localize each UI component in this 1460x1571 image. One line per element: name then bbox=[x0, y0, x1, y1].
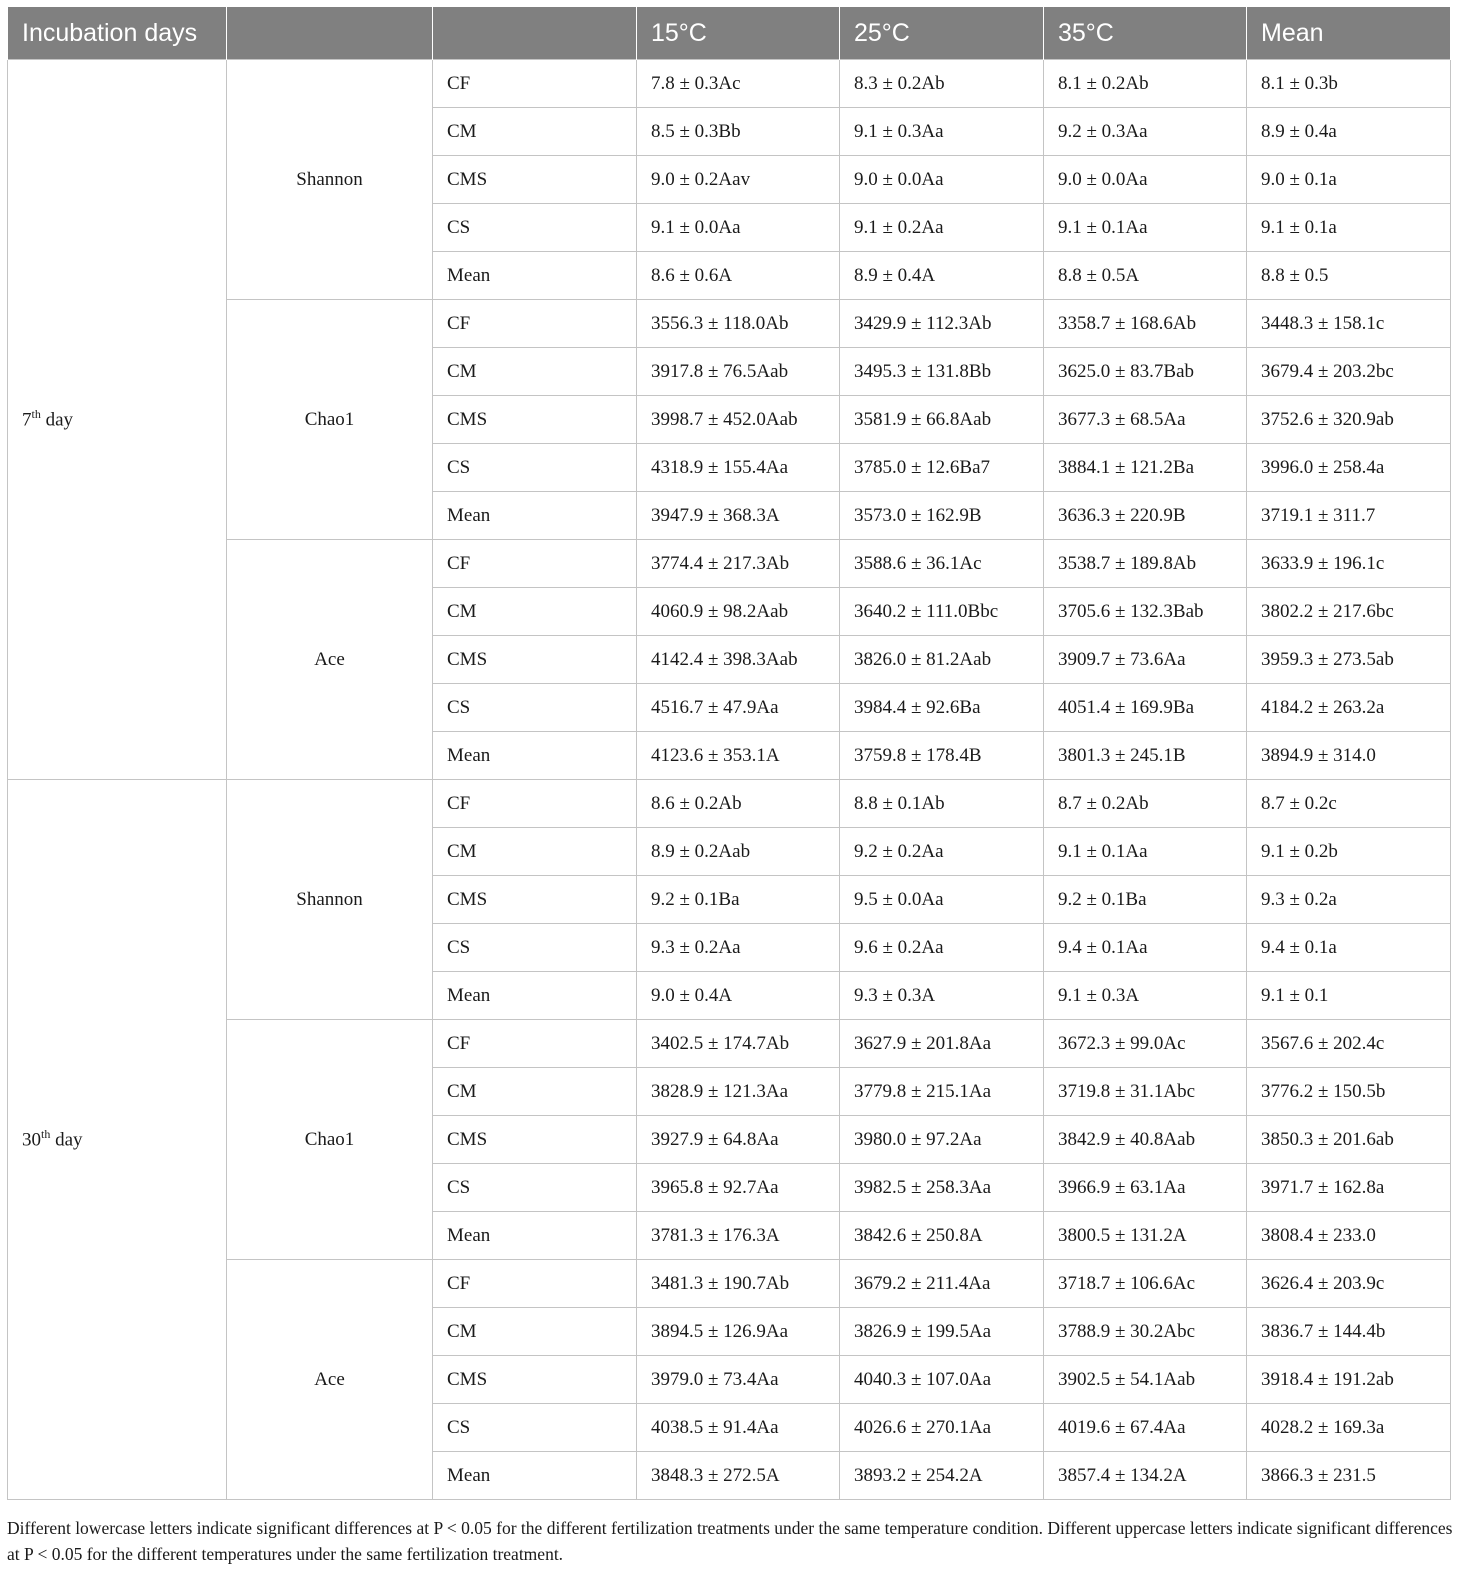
diversity-index-cell: Chao1 bbox=[227, 1020, 433, 1260]
value-mean-cell: 9.1 ± 0.2b bbox=[1247, 828, 1451, 876]
treatment-cell: CMS bbox=[433, 1356, 637, 1404]
treatment-cell: CF bbox=[433, 1020, 637, 1068]
value-25c-cell: 3759.8 ± 178.4B bbox=[840, 732, 1044, 780]
value-15c-cell: 4318.9 ± 155.4Aa bbox=[637, 444, 840, 492]
treatment-cell: CS bbox=[433, 684, 637, 732]
treatment-cell: Mean bbox=[433, 972, 637, 1020]
treatment-cell: CM bbox=[433, 588, 637, 636]
value-35c-cell: 3705.6 ± 132.3Bab bbox=[1044, 588, 1247, 636]
value-35c-cell: 9.4 ± 0.1Aa bbox=[1044, 924, 1247, 972]
value-mean-cell: 8.1 ± 0.3b bbox=[1247, 60, 1451, 108]
value-15c-cell: 9.3 ± 0.2Aa bbox=[637, 924, 840, 972]
value-15c-cell: 3947.9 ± 368.3A bbox=[637, 492, 840, 540]
header-row bbox=[8, 7, 1451, 60]
value-15c-cell: 4142.4 ± 398.3Aab bbox=[637, 636, 840, 684]
value-mean-cell: 3866.3 ± 231.5 bbox=[1247, 1452, 1451, 1500]
value-mean-cell: 4028.2 ± 169.3a bbox=[1247, 1404, 1451, 1452]
day-number: 7 bbox=[22, 409, 32, 431]
value-15c-cell: 3927.9 ± 64.8Aa bbox=[637, 1116, 840, 1164]
data-table-container bbox=[7, 7, 1450, 1500]
value-15c-cell: 8.5 ± 0.3Bb bbox=[637, 108, 840, 156]
value-mean-cell: 8.8 ± 0.5 bbox=[1247, 252, 1451, 300]
treatment-cell: Mean bbox=[433, 252, 637, 300]
value-35c-cell: 3857.4 ± 134.2A bbox=[1044, 1452, 1247, 1500]
treatment-cell: CMS bbox=[433, 1116, 637, 1164]
value-15c-cell: 3774.4 ± 217.3Ab bbox=[637, 540, 840, 588]
value-35c-cell: 9.1 ± 0.1Aa bbox=[1044, 828, 1247, 876]
value-35c-cell: 3966.9 ± 63.1Aa bbox=[1044, 1164, 1247, 1212]
value-35c-cell: 9.0 ± 0.0Aa bbox=[1044, 156, 1247, 204]
day-word: day bbox=[50, 1129, 83, 1151]
value-15c-cell: 3848.3 ± 272.5A bbox=[637, 1452, 840, 1500]
value-25c-cell: 9.5 ± 0.0Aa bbox=[840, 876, 1044, 924]
table-row bbox=[8, 60, 1451, 108]
diversity-index-cell: Shannon bbox=[227, 60, 433, 300]
value-15c-cell: 8.6 ± 0.6A bbox=[637, 252, 840, 300]
value-15c-cell: 3556.3 ± 118.0Ab bbox=[637, 300, 840, 348]
header-25c: 25°C bbox=[840, 7, 1044, 60]
treatment-cell: CF bbox=[433, 780, 637, 828]
incubation-day-cell bbox=[8, 780, 227, 1500]
value-mean-cell: 3719.1 ± 311.7 bbox=[1247, 492, 1451, 540]
value-15c-cell: 4060.9 ± 98.2Aab bbox=[637, 588, 840, 636]
treatment-cell: Mean bbox=[433, 492, 637, 540]
value-mean-cell: 3959.3 ± 273.5ab bbox=[1247, 636, 1451, 684]
value-35c-cell: 8.8 ± 0.5A bbox=[1044, 252, 1247, 300]
value-25c-cell: 3826.0 ± 81.2Aab bbox=[840, 636, 1044, 684]
value-25c-cell: 3984.4 ± 92.6Ba bbox=[840, 684, 1044, 732]
value-35c-cell: 8.1 ± 0.2Ab bbox=[1044, 60, 1247, 108]
value-25c-cell: 3495.3 ± 131.8Bb bbox=[840, 348, 1044, 396]
value-35c-cell: 3842.9 ± 40.8Aab bbox=[1044, 1116, 1247, 1164]
treatment-cell: Mean bbox=[433, 1212, 637, 1260]
value-15c-cell: 3481.3 ± 190.7Ab bbox=[637, 1260, 840, 1308]
value-mean-cell: 3918.4 ± 191.2ab bbox=[1247, 1356, 1451, 1404]
treatment-cell: CM bbox=[433, 1068, 637, 1116]
value-35c-cell: 3801.3 ± 245.1B bbox=[1044, 732, 1247, 780]
treatment-cell: CS bbox=[433, 924, 637, 972]
value-mean-cell: 4184.2 ± 263.2a bbox=[1247, 684, 1451, 732]
value-15c-cell: 3998.7 ± 452.0Aab bbox=[637, 396, 840, 444]
value-35c-cell: 3909.7 ± 73.6Aa bbox=[1044, 636, 1247, 684]
value-mean-cell: 3971.7 ± 162.8a bbox=[1247, 1164, 1451, 1212]
value-mean-cell: 9.4 ± 0.1a bbox=[1247, 924, 1451, 972]
value-25c-cell: 4026.6 ± 270.1Aa bbox=[840, 1404, 1044, 1452]
value-15c-cell: 4516.7 ± 47.9Aa bbox=[637, 684, 840, 732]
value-15c-cell: 4038.5 ± 91.4Aa bbox=[637, 1404, 840, 1452]
value-25c-cell: 9.3 ± 0.3A bbox=[840, 972, 1044, 1020]
value-35c-cell: 3358.7 ± 168.6Ab bbox=[1044, 300, 1247, 348]
value-15c-cell: 3402.5 ± 174.7Ab bbox=[637, 1020, 840, 1068]
diversity-index-cell: Chao1 bbox=[227, 300, 433, 540]
treatment-cell: Mean bbox=[433, 732, 637, 780]
value-mean-cell: 9.1 ± 0.1a bbox=[1247, 204, 1451, 252]
table-row bbox=[8, 780, 1451, 828]
value-mean-cell: 9.3 ± 0.2a bbox=[1247, 876, 1451, 924]
value-25c-cell: 3980.0 ± 97.2Aa bbox=[840, 1116, 1044, 1164]
table-body bbox=[8, 60, 1451, 1500]
header-35c: 35°C bbox=[1044, 7, 1247, 60]
header-mean: Mean bbox=[1247, 7, 1451, 60]
value-35c-cell: 9.2 ± 0.1Ba bbox=[1044, 876, 1247, 924]
value-15c-cell: 9.1 ± 0.0Aa bbox=[637, 204, 840, 252]
value-15c-cell: 3894.5 ± 126.9Aa bbox=[637, 1308, 840, 1356]
value-mean-cell: 3752.6 ± 320.9ab bbox=[1247, 396, 1451, 444]
value-35c-cell: 9.1 ± 0.1Aa bbox=[1044, 204, 1247, 252]
value-mean-cell: 3808.4 ± 233.0 bbox=[1247, 1212, 1451, 1260]
treatment-cell: CS bbox=[433, 1164, 637, 1212]
header-index bbox=[227, 7, 433, 60]
treatment-cell: CS bbox=[433, 204, 637, 252]
treatment-cell: CF bbox=[433, 60, 637, 108]
value-15c-cell: 3828.9 ± 121.3Aa bbox=[637, 1068, 840, 1116]
value-35c-cell: 4051.4 ± 169.9Ba bbox=[1044, 684, 1247, 732]
value-mean-cell: 3633.9 ± 196.1c bbox=[1247, 540, 1451, 588]
value-35c-cell: 8.7 ± 0.2Ab bbox=[1044, 780, 1247, 828]
treatment-cell: CM bbox=[433, 828, 637, 876]
day-word: day bbox=[40, 409, 74, 431]
day-ordinal-suffix: th bbox=[31, 407, 41, 422]
treatment-cell: CM bbox=[433, 1308, 637, 1356]
treatment-cell: CF bbox=[433, 540, 637, 588]
value-35c-cell: 3884.1 ± 121.2Ba bbox=[1044, 444, 1247, 492]
diversity-index-cell: Ace bbox=[227, 1260, 433, 1500]
value-25c-cell: 3627.9 ± 201.8Aa bbox=[840, 1020, 1044, 1068]
value-15c-cell: 3781.3 ± 176.3A bbox=[637, 1212, 840, 1260]
value-35c-cell: 3902.5 ± 54.1Aab bbox=[1044, 1356, 1247, 1404]
value-mean-cell: 9.0 ± 0.1a bbox=[1247, 156, 1451, 204]
value-35c-cell: 9.2 ± 0.3Aa bbox=[1044, 108, 1247, 156]
treatment-cell: CMS bbox=[433, 636, 637, 684]
diversity-index-cell: Shannon bbox=[227, 780, 433, 1020]
value-25c-cell: 9.0 ± 0.0Aa bbox=[840, 156, 1044, 204]
value-25c-cell: 9.1 ± 0.2Aa bbox=[840, 204, 1044, 252]
value-mean-cell: 3894.9 ± 314.0 bbox=[1247, 732, 1451, 780]
value-mean-cell: 8.7 ± 0.2c bbox=[1247, 780, 1451, 828]
value-mean-cell: 3679.4 ± 203.2bc bbox=[1247, 348, 1451, 396]
treatment-cell: CS bbox=[433, 1404, 637, 1452]
value-25c-cell: 3779.8 ± 215.1Aa bbox=[840, 1068, 1044, 1116]
value-25c-cell: 3982.5 ± 258.3Aa bbox=[840, 1164, 1044, 1212]
value-15c-cell: 8.9 ± 0.2Aab bbox=[637, 828, 840, 876]
treatment-cell: CM bbox=[433, 348, 637, 396]
value-25c-cell: 8.9 ± 0.4A bbox=[840, 252, 1044, 300]
value-mean-cell: 3836.7 ± 144.4b bbox=[1247, 1308, 1451, 1356]
value-mean-cell: 3776.2 ± 150.5b bbox=[1247, 1068, 1451, 1116]
value-35c-cell: 3625.0 ± 83.7Bab bbox=[1044, 348, 1247, 396]
value-25c-cell: 8.3 ± 0.2Ab bbox=[840, 60, 1044, 108]
value-35c-cell: 3788.9 ± 30.2Abc bbox=[1044, 1308, 1247, 1356]
treatment-cell: CMS bbox=[433, 876, 637, 924]
value-25c-cell: 3588.6 ± 36.1Ac bbox=[840, 540, 1044, 588]
value-25c-cell: 3842.6 ± 250.8A bbox=[840, 1212, 1044, 1260]
header-15c: 15°C bbox=[637, 7, 840, 60]
value-15c-cell: 3965.8 ± 92.7Aa bbox=[637, 1164, 840, 1212]
treatment-cell: CF bbox=[433, 1260, 637, 1308]
value-25c-cell: 3893.2 ± 254.2A bbox=[840, 1452, 1044, 1500]
value-25c-cell: 9.1 ± 0.3Aa bbox=[840, 108, 1044, 156]
incubation-day-cell bbox=[8, 60, 227, 780]
value-35c-cell: 3800.5 ± 131.2A bbox=[1044, 1212, 1247, 1260]
value-25c-cell: 9.6 ± 0.2Aa bbox=[840, 924, 1044, 972]
value-15c-cell: 3979.0 ± 73.4Aa bbox=[637, 1356, 840, 1404]
diversity-table bbox=[7, 7, 1451, 1500]
value-35c-cell: 3719.8 ± 31.1Abc bbox=[1044, 1068, 1247, 1116]
treatment-cell: CMS bbox=[433, 396, 637, 444]
value-15c-cell: 4123.6 ± 353.1A bbox=[637, 732, 840, 780]
treatment-cell: CS bbox=[433, 444, 637, 492]
value-25c-cell: 3640.2 ± 111.0Bbc bbox=[840, 588, 1044, 636]
value-15c-cell: 8.6 ± 0.2Ab bbox=[637, 780, 840, 828]
treatment-cell: CMS bbox=[433, 156, 637, 204]
value-mean-cell: 3626.4 ± 203.9c bbox=[1247, 1260, 1451, 1308]
value-25c-cell: 9.2 ± 0.2Aa bbox=[840, 828, 1044, 876]
value-35c-cell: 3672.3 ± 99.0Ac bbox=[1044, 1020, 1247, 1068]
diversity-index-cell: Ace bbox=[227, 540, 433, 780]
value-15c-cell: 7.8 ± 0.3Ac bbox=[637, 60, 840, 108]
value-25c-cell: 8.8 ± 0.1Ab bbox=[840, 780, 1044, 828]
day-ordinal-suffix: th bbox=[41, 1127, 51, 1142]
value-15c-cell: 9.2 ± 0.1Ba bbox=[637, 876, 840, 924]
day-number: 30 bbox=[22, 1129, 41, 1151]
header-treatment bbox=[433, 7, 637, 60]
value-35c-cell: 3538.7 ± 189.8Ab bbox=[1044, 540, 1247, 588]
value-mean-cell: 9.1 ± 0.1 bbox=[1247, 972, 1451, 1020]
value-35c-cell: 3636.3 ± 220.9B bbox=[1044, 492, 1247, 540]
value-35c-cell: 3677.3 ± 68.5Aa bbox=[1044, 396, 1247, 444]
value-35c-cell: 9.1 ± 0.3A bbox=[1044, 972, 1247, 1020]
value-25c-cell: 4040.3 ± 107.0Aa bbox=[840, 1356, 1044, 1404]
value-25c-cell: 3826.9 ± 199.5Aa bbox=[840, 1308, 1044, 1356]
value-mean-cell: 3802.2 ± 217.6bc bbox=[1247, 588, 1451, 636]
table-header bbox=[8, 7, 1451, 60]
treatment-cell: CF bbox=[433, 300, 637, 348]
value-15c-cell: 9.0 ± 0.2Aav bbox=[637, 156, 840, 204]
table-footnote: Different lowercase letters indicate significant differences at P < 0.05 for the different fertilization treatments under the same temperature condition. Different uppercase letters indicate significant differences at P < 0.05 for the different temperatures under the same fertilization treatment. bbox=[7, 1518, 1453, 1564]
treatment-cell: Mean bbox=[433, 1452, 637, 1500]
value-mean-cell: 3850.3 ± 201.6ab bbox=[1247, 1116, 1451, 1164]
treatment-cell: CM bbox=[433, 108, 637, 156]
value-25c-cell: 3679.2 ± 211.4Aa bbox=[840, 1260, 1044, 1308]
header-incubation-days: Incubation days bbox=[8, 7, 227, 60]
value-15c-cell: 9.0 ± 0.4A bbox=[637, 972, 840, 1020]
value-35c-cell: 4019.6 ± 67.4Aa bbox=[1044, 1404, 1247, 1452]
value-25c-cell: 3581.9 ± 66.8Aab bbox=[840, 396, 1044, 444]
value-15c-cell: 3917.8 ± 76.5Aab bbox=[637, 348, 840, 396]
value-25c-cell: 3573.0 ± 162.9B bbox=[840, 492, 1044, 540]
value-mean-cell: 8.9 ± 0.4a bbox=[1247, 108, 1451, 156]
value-mean-cell: 3996.0 ± 258.4a bbox=[1247, 444, 1451, 492]
value-25c-cell: 3429.9 ± 112.3Ab bbox=[840, 300, 1044, 348]
value-mean-cell: 3567.6 ± 202.4c bbox=[1247, 1020, 1451, 1068]
value-25c-cell: 3785.0 ± 12.6Ba7 bbox=[840, 444, 1044, 492]
value-35c-cell: 3718.7 ± 106.6Ac bbox=[1044, 1260, 1247, 1308]
value-mean-cell: 3448.3 ± 158.1c bbox=[1247, 300, 1451, 348]
